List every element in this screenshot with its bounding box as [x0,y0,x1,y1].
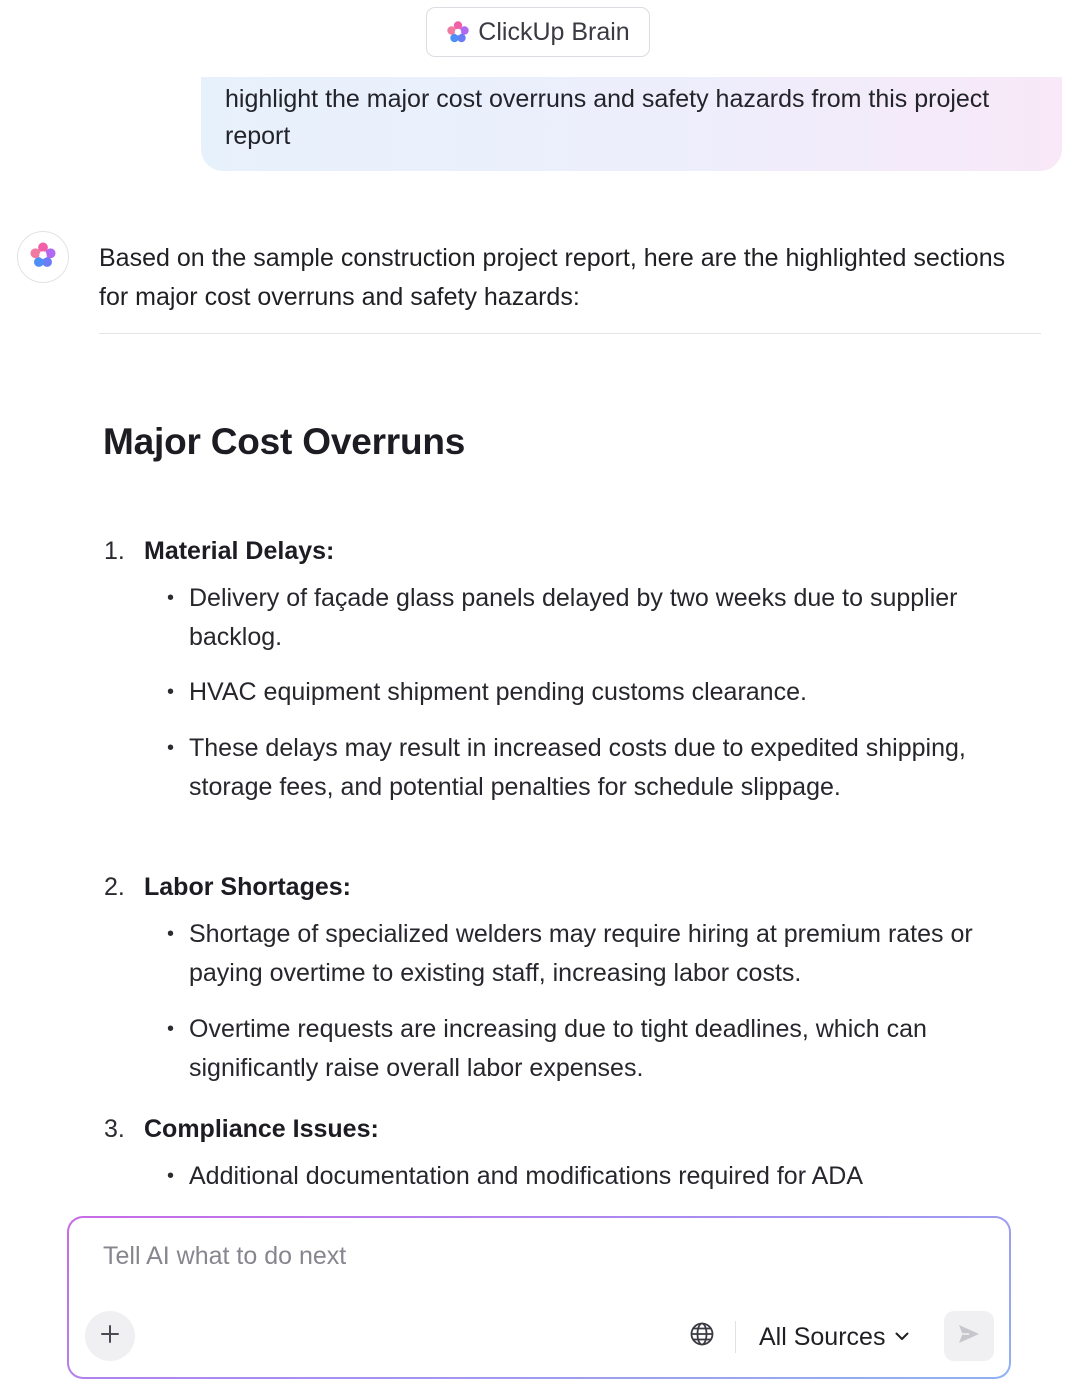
bullet-dot-icon: • [167,587,175,609]
bullet-dot-icon: • [167,1018,175,1040]
ai-composer [67,1216,1011,1379]
list-item [104,1110,379,1148]
assistant-avatar [17,231,69,283]
send-button[interactable] [944,1311,994,1361]
brand-name: ClickUp Brain [478,17,630,46]
bullet-text: Overtime requests are increasing due to tight deadlines, which can significantly raise overall labor expenses. [189,1015,927,1082]
bullet-dot-icon: • [167,737,175,759]
list-item-number: 1. [104,537,125,565]
toolbar-divider [735,1321,736,1353]
list-item-title: Compliance Issues: [144,1115,379,1143]
clickup-brain-avatar-icon [29,241,57,274]
bullet-item [167,915,1007,993]
bullet-text: HVAC equipment shipment pending customs clearance. [189,678,807,706]
add-attachment-button[interactable] [85,1311,135,1361]
bullet-dot-icon: • [167,923,175,945]
bullet-item [167,1157,1007,1196]
brand-header[interactable] [426,7,650,57]
web-search-toggle[interactable] [687,1321,717,1351]
assistant-intro: Based on the sample construction project report, here are the highlighted sections for major cost overruns and safety hazards: [99,244,1006,311]
bullet-dot-icon: • [167,681,175,703]
globe-icon [689,1321,715,1352]
bullet-text: Delivery of façade glass panels delayed by two weeks due to supplier backlog. [189,584,958,651]
bullet-item [167,579,1007,657]
bullet-text: Additional documentation and modifications required for ADA [189,1162,864,1190]
bullet-text: Shortage of specialized welders may require hiring at premium rates or paying overtime to existing staff, increasing labor costs. [189,920,973,987]
list-item-title: Labor Shortages: [144,873,351,901]
section-title: Major Cost Overruns [103,421,466,462]
sources-dropdown[interactable] [759,1321,911,1353]
user-message-text: highlight the major cost overruns and safety hazards from this project report [225,85,990,150]
plus-icon [99,1323,121,1350]
list-item [104,532,334,570]
bullet-item [167,1010,1007,1088]
bullet-item [167,729,1007,807]
user-message-bubble [201,77,1062,171]
list-item-number: 3. [104,1115,125,1143]
bullet-text: These delays may result in increased costs due to expedited shipping, storage fees, and potential penalties for schedule slippage. [189,734,966,801]
sources-label: All Sources [759,1322,886,1351]
bullet-dot-icon: • [167,1165,175,1187]
prompt-input[interactable] [103,1242,963,1271]
send-icon [956,1321,982,1352]
clickup-brain-logo-icon [446,20,470,44]
list-item-title: Material Delays: [144,537,335,565]
list-item [104,868,351,906]
chevron-down-icon [893,1323,911,1352]
bullet-item [167,673,1007,712]
divider [99,333,1041,334]
list-item-number: 2. [104,873,125,901]
